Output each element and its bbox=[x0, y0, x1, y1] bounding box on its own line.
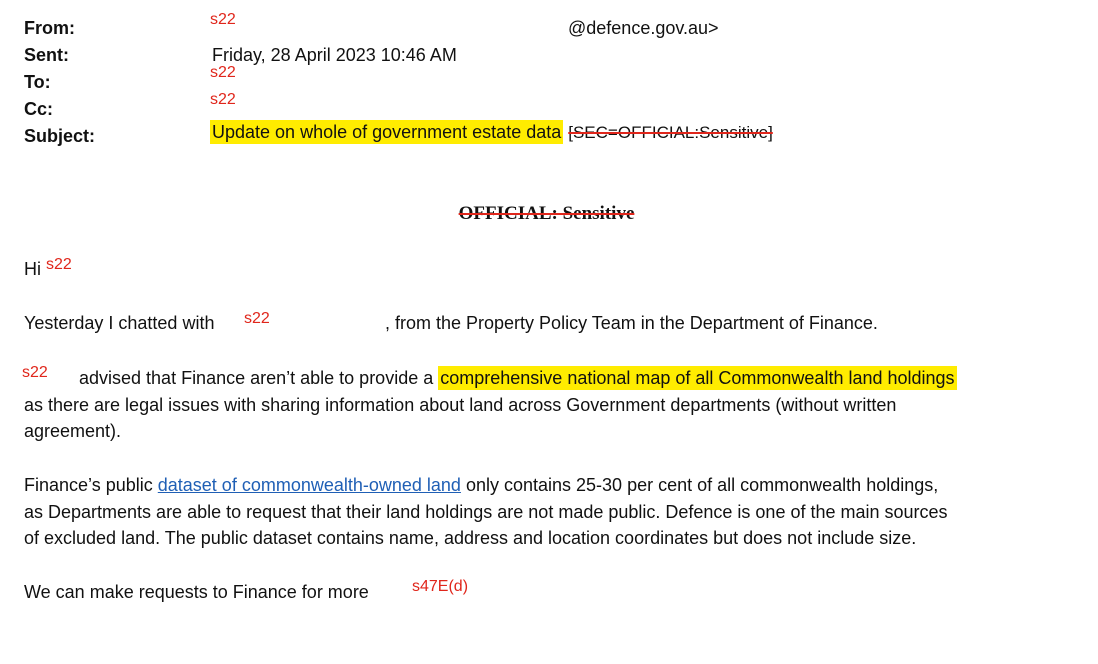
paragraph-4-redaction: s47E(d) bbox=[412, 578, 469, 595]
paragraph-2-line-2: as there are legal issues with sharing information about land across Government departments (without written bbox=[24, 395, 897, 415]
paragraph-3-line-2: as Departments are able to request that their land holdings are not made public. Defence is one of the main sources bbox=[24, 502, 948, 522]
paragraph-4-start: We can make requests to Finance for more bbox=[24, 582, 369, 602]
subject-line bbox=[210, 122, 773, 143]
paragraph-3-start: Finance’s public bbox=[24, 475, 153, 495]
subject-classification: [SEC=OFFICIAL:Sensitive] bbox=[568, 123, 773, 142]
paragraph-1-end: , from the Property Policy Team in the Department of Finance. bbox=[385, 313, 878, 333]
classification-banner bbox=[0, 203, 1093, 225]
to-label: To: bbox=[24, 72, 51, 92]
sent-value: Friday, 28 April 2023 10:46 AM bbox=[212, 45, 457, 65]
subject-text: Update on whole of government estate data bbox=[212, 122, 562, 142]
from-email-domain: @defence.gov.au> bbox=[568, 18, 719, 38]
paragraph-2-line-3: agreement). bbox=[24, 421, 122, 441]
from-redaction: s22 bbox=[210, 11, 236, 28]
sent-label: Sent: bbox=[24, 45, 69, 65]
subject-label: Subject: bbox=[24, 126, 96, 146]
greeting-redaction: s22 bbox=[46, 256, 72, 273]
dataset-link[interactable]: dataset of commonwealth-owned land bbox=[157, 475, 461, 495]
greeting bbox=[24, 259, 41, 280]
paragraph-2-start: advised that Finance aren’t able to provide a bbox=[79, 368, 434, 388]
classification-text: OFFICIAL: Sensitive bbox=[458, 203, 635, 224]
cc-redaction: s22 bbox=[210, 91, 236, 108]
paragraph-2-redaction: s22 bbox=[22, 364, 48, 381]
paragraph-3-rest: only contains 25-30 per cent of all commonwealth holdings, bbox=[465, 475, 939, 495]
paragraph-1-redaction: s22 bbox=[244, 310, 270, 327]
paragraph-1-start: Yesterday I chatted with bbox=[24, 313, 215, 333]
to-redaction: s22 bbox=[210, 64, 236, 81]
paragraph-3-line-3: of excluded land. The public dataset contains name, address and location coordinates but does not include size. bbox=[24, 528, 917, 548]
cc-label: Cc: bbox=[24, 99, 54, 119]
paragraph-2-highlight: comprehensive national map of all Commonwealth land holdings bbox=[440, 368, 955, 388]
greeting-text: Hi bbox=[24, 259, 41, 279]
paragraph-2-line-1 bbox=[79, 368, 957, 389]
paragraph-3-line-1 bbox=[24, 475, 938, 496]
from-label: From: bbox=[24, 18, 75, 38]
